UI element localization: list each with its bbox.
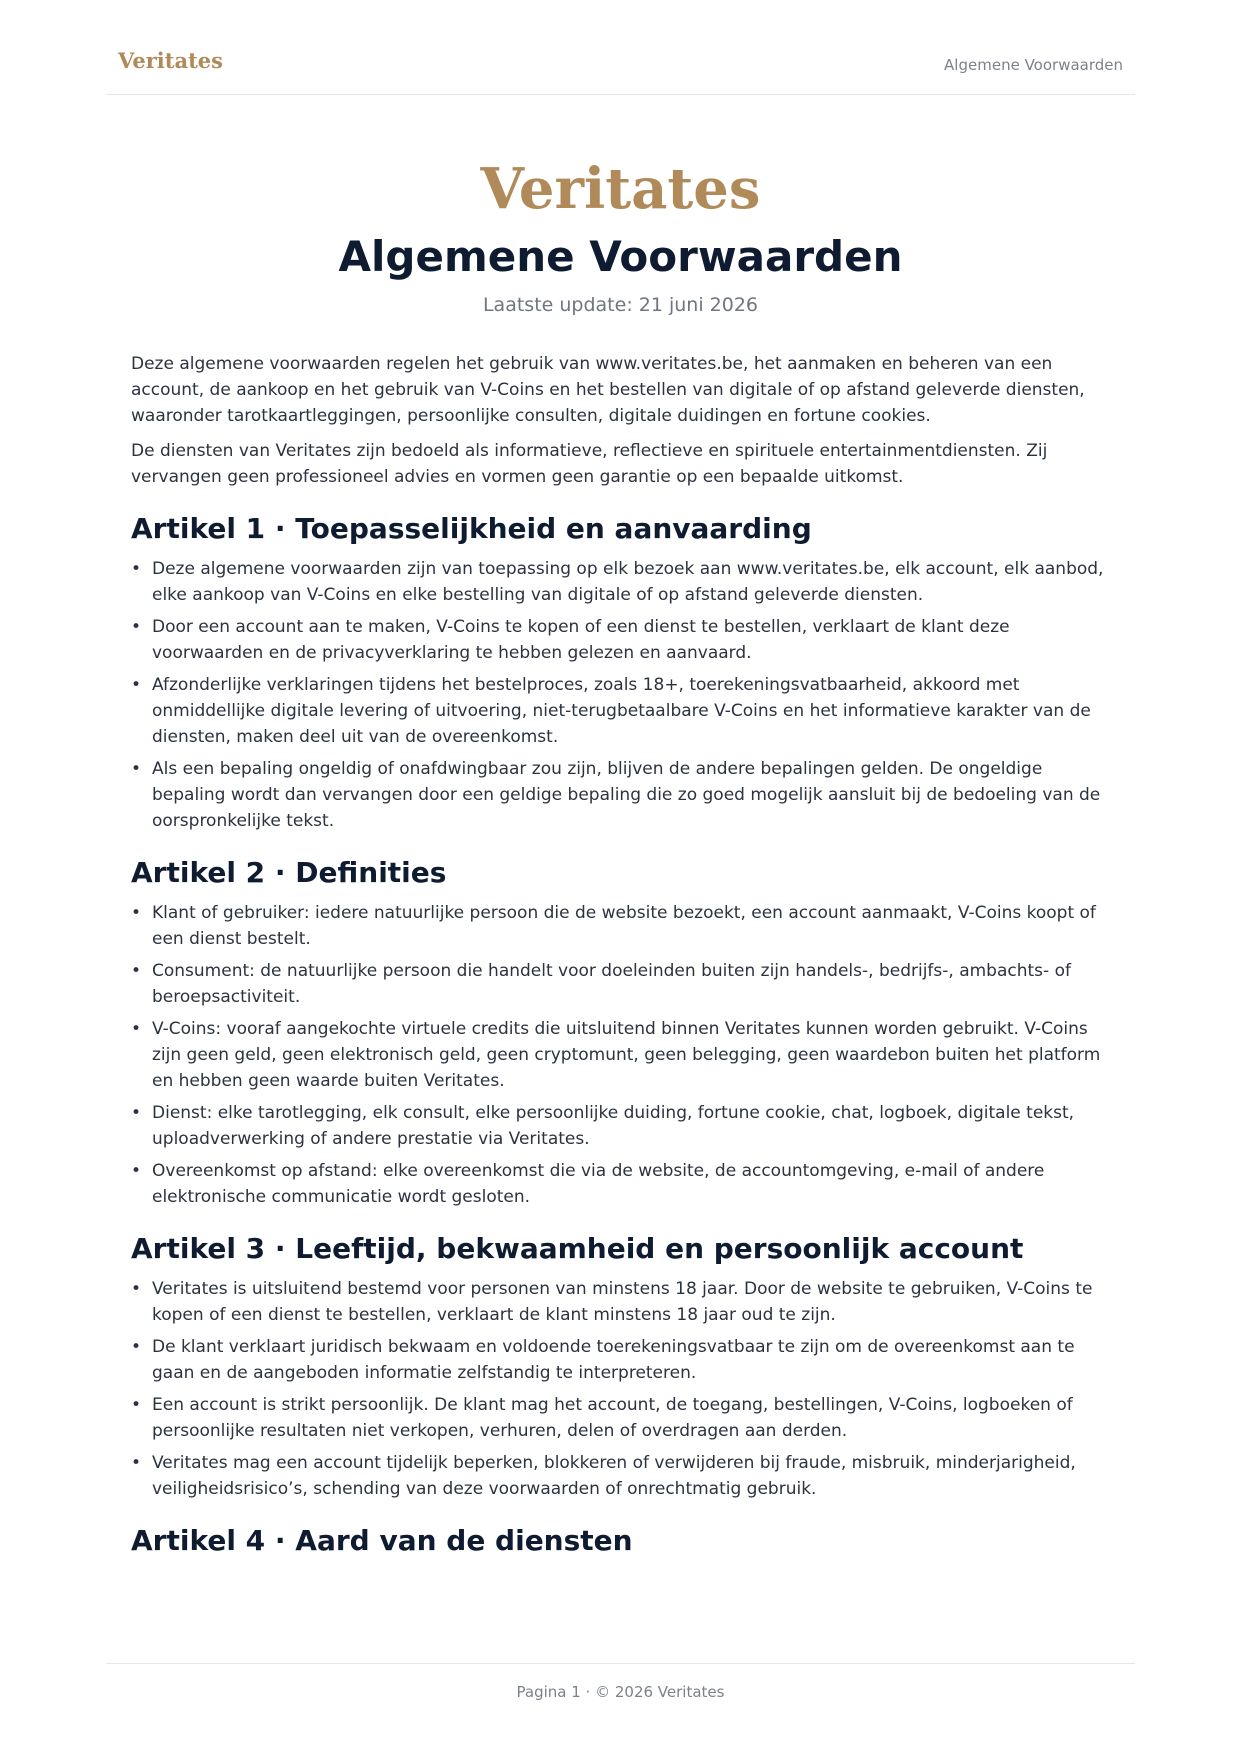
article-list <box>131 556 1110 834</box>
list-item-text: Dienst: elke tarotlegging, elk consult, elke persoonlijke duiding, fortune cookie, chat, logboek, digitale tekst, uploadverwerking of andere prestatie via Veritates. <box>152 1103 1075 1149</box>
list-item-text: Klant of gebruiker: iedere natuurlijke persoon die de website bezoekt, een account aanmaakt, V-Coins koopt of een dienst bestelt. <box>152 903 1096 949</box>
article-heading: Artikel 1 · Toepasselijkheid en aanvaarding <box>131 512 812 545</box>
footer-text: Pagina 1 · © 2026 Veritates <box>516 1683 725 1701</box>
list-item <box>131 1016 1110 1094</box>
header-doc-label: Algemene Voorwaarden <box>944 56 1123 74</box>
list-item-text: Veritates is uitsluitend bestemd voor personen van minstens 18 jaar. Door de website te gebruiken, V-Coins te kopen of een dienst te bestellen, verklaart de klant minstens 18 jaar oud te zijn. <box>152 1279 1093 1325</box>
list-item <box>131 900 1110 952</box>
header-brand: Veritates <box>118 48 223 73</box>
list-item-text: Een account is strikt persoonlijk. De klant mag het account, de toegang, bestellingen, V-Coins, logboeken of persoonlijke resultaten niet verkopen, verhuren, delen of overdragen aan derden. <box>152 1395 1073 1441</box>
list-item-text: Als een bepaling ongeldig of onafdwingbaar zou zijn, blijven de andere bepalingen gelden. De ongeldige bepaling wordt dan vervangen door een geldige bepaling die zo goed mogelijk aansluit bij de bedoeling van de oorspronkelijke tekst. <box>152 759 1101 831</box>
list-item <box>131 672 1110 750</box>
list-item-text: Afzonderlijke verklaringen tijdens het bestelproces, zoals 18+, toerekeningsvatbaarheid, akkoord met onmiddellijke digitale levering of uitvoering, niet-terugbetaalbare V-Coins en het informatieve karakter van de diensten, maken deel uit van de overeenkomst. <box>152 675 1091 747</box>
list-item-text: Deze algemene voorwaarden zijn van toepassing op elk bezoek aan www.veritates.be, elk account, elk aanbod, elke aankoop van V-Coins en elke bestelling van digitale of op afstand geleverde diensten. <box>152 559 1104 605</box>
document-content <box>131 351 1110 1568</box>
intro-paragraph: De diensten van Veritates zijn bedoeld als informatieve, reflectieve en spirituele entertainmentdiensten. Zij vervangen geen professioneel advies en vormen geen garantie op een bepaalde uitkomst. <box>131 441 1048 487</box>
bullet-icon: • <box>131 1279 142 1299</box>
article-list <box>131 900 1110 1210</box>
list-item-text: Door een account aan te maken, V-Coins te kopen of een dienst te bestellen, verklaart de klant deze voorwaarden en de privacyverklaring te hebben gelezen en aanvaard. <box>152 617 1010 663</box>
bullet-icon: • <box>131 617 142 637</box>
page-title: Algemene Voorwaarden <box>338 232 903 281</box>
list-item <box>131 1392 1110 1444</box>
bullet-icon: • <box>131 1337 142 1357</box>
list-item-text: Veritates mag een account tijdelijk beperken, blokkeren of verwijderen bij fraude, misbruik, minderjarigheid, veiligheidsrisico’s, schending van deze voorwaarden of onrechtmatig gebruik. <box>152 1453 1076 1499</box>
last-updated: Laatste update: 21 juni 2026 <box>482 294 759 316</box>
brand-title: Veritates <box>480 156 761 222</box>
list-item <box>131 958 1110 1010</box>
article-heading: Artikel 2 · Definities <box>131 856 447 889</box>
bullet-icon: • <box>131 559 142 579</box>
list-item <box>131 1276 1110 1328</box>
article-heading: Artikel 4 · Aard van de diensten <box>131 1524 633 1557</box>
bullet-icon: • <box>131 759 142 779</box>
list-item-text: V-Coins: vooraf aangekochte virtuele credits die uitsluitend binnen Veritates kunnen worden gebruikt. V-Coins zijn geen geld, geen elektronisch geld, geen cryptomunt, geen belegging, geen waardebon buiten het platform en hebben geen waarde buiten Veritates. <box>152 1019 1101 1091</box>
list-item <box>131 756 1110 834</box>
list-item <box>131 1334 1110 1386</box>
list-item <box>131 614 1110 666</box>
article-heading: Artikel 3 · Leeftijd, bekwaamheid en persoonlijk account <box>131 1232 1024 1265</box>
bullet-icon: • <box>131 1161 142 1181</box>
bullet-icon: • <box>131 1453 142 1473</box>
list-item-text: De klant verklaart juridisch bekwaam en voldoende toerekeningsvatbaar te zijn om de overeenkomst aan te gaan en de aangeboden informatie zelfstandig te interpreteren. <box>152 1337 1075 1383</box>
bullet-icon: • <box>131 961 142 981</box>
bullet-icon: • <box>131 1395 142 1415</box>
article-list <box>131 1276 1110 1502</box>
bullet-icon: • <box>131 1019 142 1039</box>
bullet-icon: • <box>131 675 142 695</box>
list-item <box>131 1450 1110 1502</box>
list-item <box>131 1158 1110 1210</box>
intro-paragraph: Deze algemene voorwaarden regelen het gebruik van www.veritates.be, het aanmaken en beheren van een account, de aankoop en het gebruik van V-Coins en het bestellen van digitale of op afstand geleverde diensten, waaronder tarotkaartleggingen, persoonlijke consulten, digitale duidingen en fortune cookies. <box>131 354 1085 426</box>
bullet-icon: • <box>131 1103 142 1123</box>
page-header <box>106 0 1135 95</box>
list-item-text: Overeenkomst op afstand: elke overeenkomst die via de website, de accountomgeving, e-mail of andere elektronische communicatie wordt gesloten. <box>152 1161 1045 1207</box>
list-item <box>131 556 1110 608</box>
list-item-text: Consument: de natuurlijke persoon die handelt voor doeleinden buiten zijn handels-, bedrijfs-, ambachts- of beroepsactiviteit. <box>152 961 1071 1007</box>
page-footer <box>106 1663 1135 1701</box>
list-item <box>131 1100 1110 1152</box>
bullet-icon: • <box>131 903 142 923</box>
title-block <box>0 150 1241 316</box>
